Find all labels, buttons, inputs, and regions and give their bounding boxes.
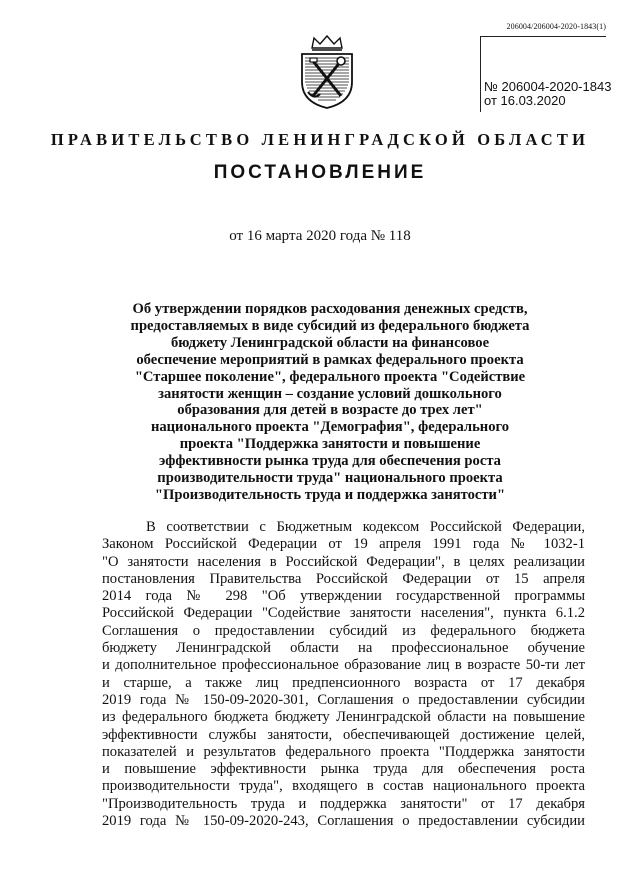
title-line: бюджету Ленинградской области на финансовое (170, 334, 490, 351)
document-date-number: от 16 марта 2020 года № 118 (229, 228, 411, 244)
body-line: эффективности службы занятости, обеспечивающей достижение целей, (102, 726, 585, 743)
title-line: эффективности рынка труда для обеспечения роста (159, 453, 501, 470)
registration-code: 206004/206004-2020-1843(1) (506, 22, 606, 31)
title-line: "Производительность труда и поддержка занятости" (154, 486, 506, 503)
title-line: Об утверждении порядков расходования денежных средств, (132, 301, 528, 317)
body-line: Российской Федерации "Содействие занятости населения", пункта 6.1.2 (102, 605, 585, 622)
body-line: и повышение эффективности рынка труда для обеспечения роста (102, 761, 585, 778)
title-line: предоставляемых в виде субсидий из федерального бюджета (130, 317, 530, 334)
body-line: из федерального бюджета бюджету Ленинградской области на повышение (102, 709, 585, 726)
body-line: 2019 года № 150-09-2020-301, Соглашения о предоставлении субсидии (102, 691, 585, 708)
body-line: В соответствии с Бюджетным кодексом Российской Федерации, (146, 519, 585, 535)
title-line: занятости женщин – создание условий дошкольного (158, 385, 502, 402)
coat-of-arms-emblem (296, 34, 358, 110)
body-line: и старше, а также лиц предпенсионного возраста от 17 декабря (102, 674, 585, 691)
body-line: показателей и результатов федерального проекта "Поддержка занятости (102, 743, 585, 760)
body-line: постановления Правительства Российской Федерации от 15 апреля (102, 570, 585, 587)
title-line: образования для детей в возрасте до трех лет" (177, 402, 483, 419)
body-line: Законом Российской Федерации от 19 апреля 1991 года № 1032-1 (102, 536, 585, 553)
body-line: 2019 года № 150-09-2020-243, Соглашения о предоставлении субсидии (102, 813, 585, 830)
body-line: "Производительность труда и поддержка занятости" от 17 декабря (102, 795, 585, 812)
document-type: ПОСТАНОВЛЕНИЕ (213, 162, 427, 183)
body-line: "О занятости населения в Российской Федерации", в целях реализации (102, 553, 585, 570)
stamp-date: от 16.03.2020 (484, 93, 566, 108)
document-title (130, 301, 530, 504)
body-line: бюджету Ленинградской области на профессиональное обучение (102, 640, 585, 657)
stamp-number: № 206004-2020-1843 (484, 79, 612, 94)
body-line: производительности труда", входящего в состав национального проекта (102, 778, 585, 795)
title-line: проекта "Поддержка занятости и повышение (179, 436, 481, 453)
title-line: "Старшее поколение", федерального проекта "Содействие (134, 368, 526, 385)
government-name: ПРАВИТЕЛЬСТВО ЛЕНИНГРАДСКОЙ ОБЛАСТИ (50, 130, 590, 149)
title-line: национального проекта "Демография", федерального (150, 419, 510, 436)
body-line: и дополнительное профессиональное образование лиц в возрасте 50-ти лет (102, 657, 585, 674)
body-text (102, 519, 585, 830)
title-line: производительности труда" национального проекта (157, 470, 503, 487)
body-line: Соглашения о предоставлении субсидий из федерального бюджета (102, 622, 585, 639)
body-line: 2014 года № 298 "Об утверждении государственной программы (102, 588, 585, 605)
title-line: обеспечение мероприятий в рамках федерального проекта (136, 351, 524, 368)
